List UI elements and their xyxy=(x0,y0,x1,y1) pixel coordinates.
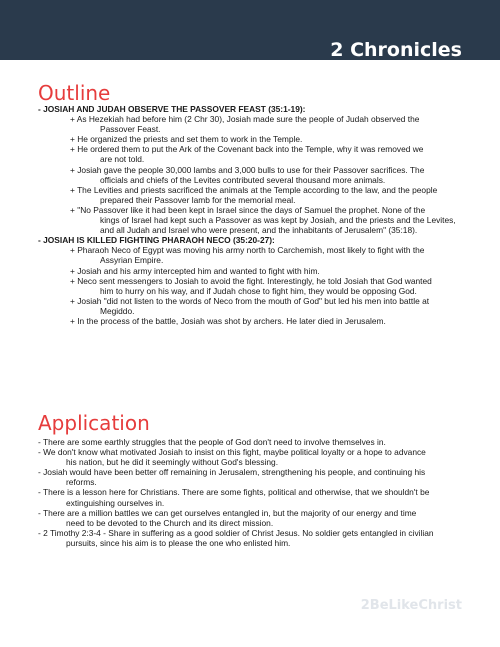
item-text: + Josiah "did not listen to the words of Neco from the mouth of God" but led his men into battle at xyxy=(70,295,430,306)
item-text: - There are some earthly struggles that the people of God don't need to involve themselves in. xyxy=(38,437,386,447)
application-item xyxy=(38,467,468,487)
outline-item xyxy=(70,114,468,134)
outline-title: Outline xyxy=(38,81,111,105)
item-continuation: extinguishing ourselves in. xyxy=(66,497,165,508)
watermark-logo: 2BeLikeChrist xyxy=(360,598,462,613)
item-text: - Josiah would have been better off remaining in Jerusalem, strengthening his people, and continuing his xyxy=(38,467,426,478)
item-continuation: need to be devoted to the Church and its direct mission. xyxy=(66,517,274,528)
page-title: 2 Chronicles xyxy=(330,39,462,61)
application-item xyxy=(38,508,468,528)
item-text: + He ordered them to put the Ark of the Covenant back into the Temple, why it was removed we xyxy=(70,144,424,155)
item-continuation: prepared their Passover lamb for the memorial meal. xyxy=(100,194,296,205)
item-text: + Neco sent messengers to Josiah to avoid the fight. Interestingly, he told Josiah that God wanted xyxy=(70,275,432,286)
application-item xyxy=(38,437,468,447)
application-item xyxy=(38,528,468,548)
application-item xyxy=(38,447,468,467)
outline-heading-1: - JOSIAH AND JUDAH OBSERVE THE PASSOVER FEAST (35:1-19): xyxy=(38,104,306,114)
item-continuation: him to hurry on his way, and if Judah chose to fight him, they would be opposing God. xyxy=(100,285,417,296)
item-continuation: reforms. xyxy=(66,477,97,488)
item-text: - We don't know what motivated Josiah to insist on this fight, maybe political loyalty or a hope to advance xyxy=(38,447,426,458)
outline-item xyxy=(70,205,468,235)
outline-item xyxy=(70,276,468,296)
outline-item xyxy=(70,316,468,326)
outline-heading-2: - JOSIAH IS KILLED FIGHTING PHARAOH NECO (35:20-27): xyxy=(38,235,275,246)
item-continuation: kings of Israel had kept such a Passover as was kept by Josiah, and the priests and the Levites, and all Judah and Israel who were present, and the inhabitants of Jerusalem" (35:18). xyxy=(100,215,456,236)
outline-body xyxy=(38,104,468,326)
outline-item xyxy=(70,245,468,265)
item-text: + He organized the priests and set them to work in the Temple. xyxy=(70,134,303,145)
item-continuation: officials and chiefs of the Levites contributed several thousand more animals. xyxy=(100,174,386,185)
item-text: + In the process of the battle, Josiah was shot by archers. He later died in Jerusalem. xyxy=(70,315,386,326)
item-continuation: Passover Feast. xyxy=(100,124,161,135)
item-continuation: are not told. xyxy=(100,154,145,165)
outline-item xyxy=(70,144,468,164)
outline-item xyxy=(70,296,468,316)
application-item xyxy=(38,487,468,507)
outline-item xyxy=(70,165,468,185)
item-text: - There is a lesson here for Christians. There are some fights, political and otherwise, that we shouldn't be xyxy=(38,487,430,498)
item-text: - 2 Timothy 2:3-4 - Share in suffering as a good soldier of Christ Jesus. No soldier gets entangled in civilian xyxy=(38,527,434,538)
item-text: - There are a million battles we can get ourselves entangled in, but the majority of our energy and time xyxy=(38,507,417,518)
item-text: + The Levities and priests sacrificed the animals at the Temple according to the law, and the people xyxy=(70,184,438,195)
application-title: Application xyxy=(38,411,150,435)
item-text: + Josiah and his army intercepted him and wanted to fight with him. xyxy=(70,265,320,276)
application-body xyxy=(38,437,468,548)
outline-item xyxy=(70,266,468,276)
item-continuation: Megiddo. xyxy=(100,305,135,316)
item-text: + "No Passover like it had been kept in Israel since the days of Samuel the prophet. None of the xyxy=(70,204,426,215)
item-continuation: his nation, but he did it seemingly without God's blessing. xyxy=(66,457,279,468)
item-text: + Josiah gave the people 30,000 lambs and 3,000 bulls to use for their Passover sacrifices. The xyxy=(70,164,425,175)
outline-item xyxy=(70,134,468,144)
item-text: + Pharaoh Neco of Egypt was moving his army north to Carchemish, most likely to fight with the xyxy=(70,245,425,256)
item-continuation: Assyrian Empire. xyxy=(100,255,164,266)
outline-item xyxy=(70,185,468,205)
item-text: + As Hezekiah had before him (2 Chr 30), Josiah made sure the people of Judah observed the xyxy=(70,114,420,125)
item-continuation: pursuits, since his aim is to please the one who enlisted him. xyxy=(66,537,291,548)
